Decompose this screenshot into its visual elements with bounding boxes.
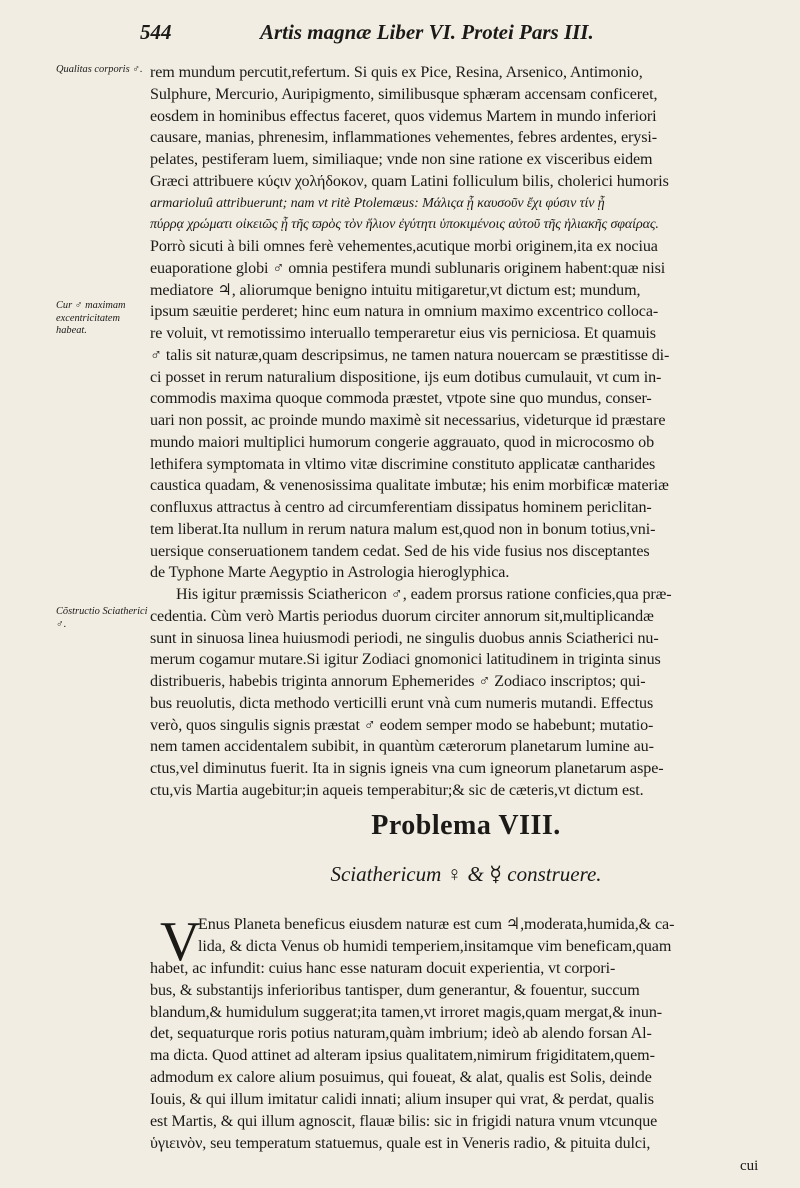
text-line: mediatore ♃, aliorumque benigno intuitu mitigaretur,vt dictum est; mundum, [150, 281, 641, 299]
paragraph-venus [150, 911, 782, 1155]
text-line: armarioluȗ attribuerunt; nam vt ritè Ptolemæus: Μάλιςα ᾗ καυσοῦν ἔχι φύσιν τίν ᾗ [150, 195, 605, 211]
text-line: rem mundum percutit,refertum. Si quis ex Pice, Resina, Arsenico, Antimonio, [150, 64, 643, 81]
text-line: caustica quadam, & venenosissima qualitate imbutæ; his enim morbificæ materiæ [150, 477, 669, 495]
text-line: eosdem in hominibus effectus faceret, quos videmus Martem in mundo inferiori [150, 107, 657, 125]
text-line: nem tamen accidentalem subibit, in quantùm cæterorum planetarum lumine au- [150, 738, 654, 756]
text-line: ipsum sæuitie perderet; hinc eum natura in omnium maximo excentrico colloca- [150, 303, 659, 321]
text-line: causare, manias, phrenesim, inflammationes vehementes, febres ardentes, erysi- [150, 129, 658, 147]
text-line: det, sequaturque roris potius naturam,quàm imbrium; ideò ab alendo forsan Al- [150, 1025, 652, 1043]
text-line: Porrò sicuti à bili omnes ferè vehementes,acutique morbi originem,ita ex nociua [150, 238, 658, 255]
paragraph-sciathericon-mars [150, 584, 782, 802]
page-header [140, 20, 790, 50]
text-line: ♂ talis sit naturæ,quam descripsimus, ne tamen natura nouercam se præstitisse di- [150, 346, 670, 364]
text-line: uersique conseruationem tandem cedat. Sed de his vide fusius nos disceptantes [150, 542, 650, 560]
text-line: verò, quos singulis signis præstat ♂ eodem semper modo se habebunt; mutatio- [150, 716, 654, 734]
text-line: πύρρᾳ χρώματι οἰκειῶς ᾗ τῆς ϖρὸς τὸν ἥλιον ἐγύτητι ὑποκιμένοις αὐτοῦ τῆς ἡλιακῆς σφαίρας. [150, 217, 659, 233]
text-line: commodis maxima quoque commoda præstet, vtpote sine quo mundus, conser- [150, 390, 652, 408]
text-line: Græci attribuere κύςιν χολήδοκον, quam Latini folliculum bilis, cholerici humoris [150, 172, 669, 190]
margin-note-constructio: Cõstructio Sciatherici ♂. [56, 606, 148, 630]
text-line: ctus,vel diminutus fuerit. Ita in signis igneis vna cum igneorum planetarum aspe- [150, 760, 664, 777]
text-line: est Martis, & qui illum agnoscit, flauæ bilis: sic in frigidi natura vnum vtcunque [150, 1113, 658, 1131]
text-line: pelates, pestiferam luem, similiaque; vnde non sine ratione ex visceribus eidem [150, 151, 653, 168]
text-line: cedentia. Cùm verò Martis periodus duorum circiter annorum sit,multiplicandæ [150, 607, 654, 625]
text-line: merum cogamur mutare.Si igitur Zodiaci gnomonici latitudinem in triginta sinus [150, 651, 661, 669]
paragraph-mars-nature [150, 62, 782, 584]
text-line: uari non possit, ac proinde mundo maximè sit necessarius, videturque id præstare [150, 412, 666, 429]
main-text [150, 62, 782, 802]
text-line: sunt in sinuosa linea huiusmodi periodi, ne singulis duobus annis Sciatherici nu- [150, 629, 659, 647]
margin-note-qualitas: Qualitas corporis ♂. [56, 64, 143, 75]
drop-cap: V [160, 911, 201, 973]
problem-title: Problema VIII. [371, 810, 561, 841]
text-line: bus, & substantijs inferioribus tantisper, dum generantur, & fouentur, succum [150, 981, 640, 999]
text-line: habet, ac infundit: cuius hanc esse naturam docuit experientia, vt corpori- [150, 959, 616, 977]
text-line: de Typhone Marte Aegyptio in Astrologia hieroglyphica. [150, 564, 510, 582]
running-title: Artis magnæ Liber VI. Protei Pars III. [260, 20, 594, 44]
problem-subtitle: Sciathericum ♀ & ☿ construere. [330, 862, 602, 886]
text-line: Sulphure, Mercurio, Auripigmento, similibusque sphæram accensam conficeret, [150, 85, 658, 103]
text-line: lethifera symptomata in vltimo vitæ discrimine constituto applicatæ cantharides [150, 455, 656, 473]
text-line: tem liberat.Ita nullum in rerum natura malum est,quod non in bonum totius,vni- [150, 520, 656, 538]
text-line: blandum,& humidulum suggerat;ita tamen,vt irroret magis,quam mergat,& inun- [150, 1003, 663, 1021]
text-line: Enus Planeta beneficus eiusdem naturæ est cum ♃,moderata,humida,& ca- [198, 916, 675, 933]
text-line: re voluit, vt remotissimo interuallo temperaretur eius vis perniciosa. Et quamuis [150, 325, 656, 342]
text-line: ma dicta. Quod attinet ad alteram ipsius qualitatem,nimirum frigiditatem,quem- [150, 1047, 655, 1065]
text-line: ctu,vis Martia augebitur;in aqueis temperabitur;& sic de cæteris,vt dictum est. [150, 781, 644, 799]
text-line: ci posset in rerum naturalium dispositione, ijs eum dotibus cumulauit, vt cum in- [150, 368, 662, 386]
text-line: lida, & dicta Venus ob humidi temperiem,insitamque vim beneficam,quam [198, 937, 672, 955]
text-line: confluxus attractus à centro ad circumferentiam dissipatus hominem periclitan- [150, 499, 652, 516]
text-line: ὑγιεινὸν, seu temperatum statuemus, quale est in Veneris radio, & pituita dulci, [150, 1134, 651, 1152]
text-line: euaporatione globi ♂ omnia pestifera mundi sublunaris originem habent:quæ nisi [150, 259, 666, 277]
text-line: His igitur præmissis Sciathericon ♂, eadem prorsus ratione conficies,qua præ- [176, 586, 672, 603]
text-line: Iouis, & qui illum imitatur calidi innati; alium insuper qui vrat, & perdat, qualis [150, 1091, 654, 1109]
margin-note-excentricitas: Cur ♂ maximam excentricitatem habeat. [56, 300, 126, 336]
text-line: distribueris, habebis triginta annorum Ephemerides ♂ Zodiaco inscriptos; qui- [150, 673, 646, 690]
page-number: 544 [140, 20, 172, 44]
text-line: bus reuolutis, dicta methodo verticilli erunt vnà cum numeris mutandi. Effectus [150, 694, 654, 712]
text-line: mundo maiori multiplici humorum congerie aggrauato, quod in microcosmo ob [150, 433, 655, 451]
text-line: admodum ex calore alium posuimus, qui foueat, & alat, qualis est Solis, deinde [150, 1069, 652, 1087]
catchword: cui [740, 1158, 759, 1174]
